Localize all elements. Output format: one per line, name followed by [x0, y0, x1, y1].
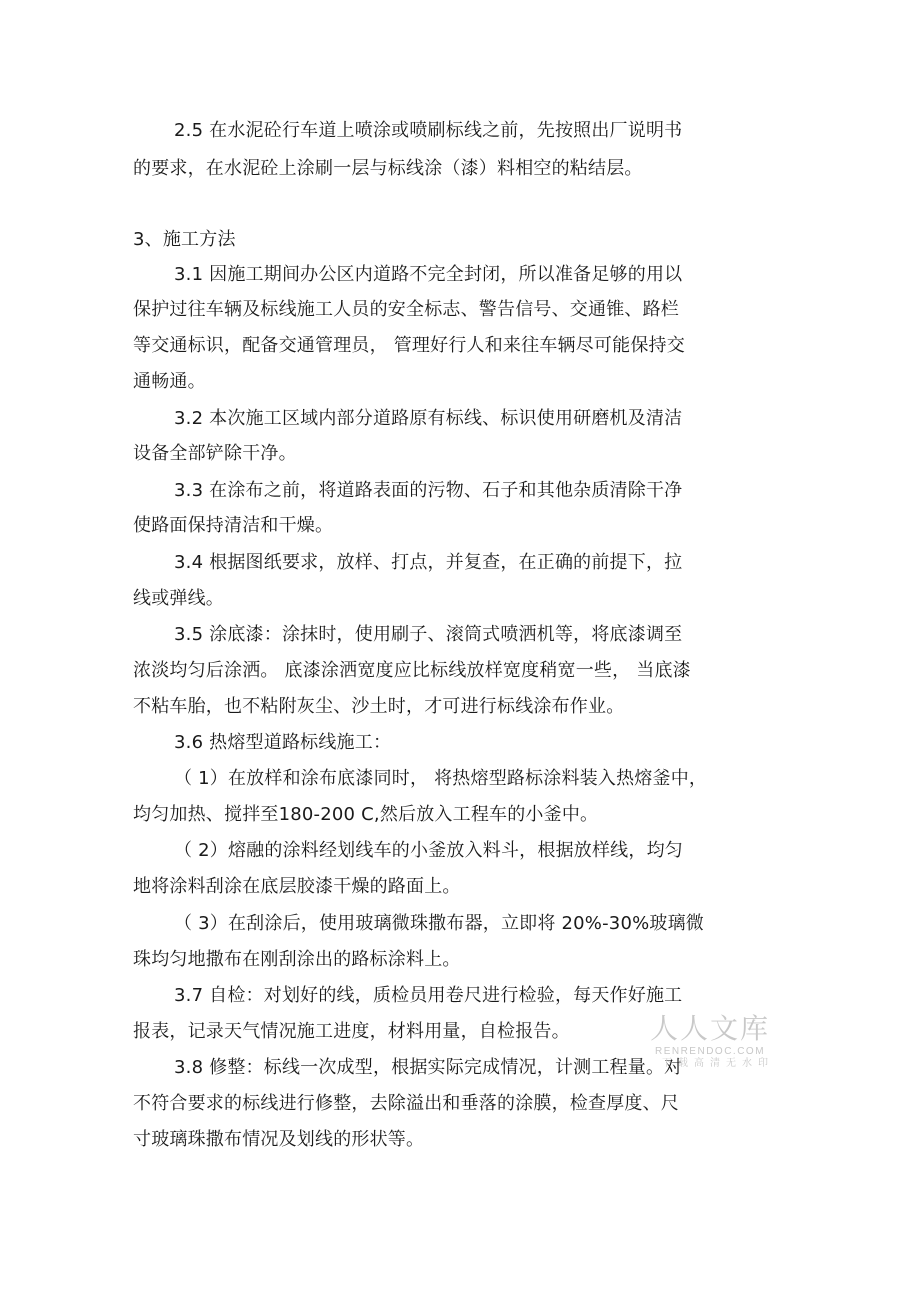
text-line: 3.2 本次施工区域内部分道路原有标线、标识使用研磨机及清洁 [174, 408, 683, 429]
text-line: 3.6 热熔型道路标线施工： [174, 732, 392, 753]
text-line: 3.7 自检：对划好的线，质检员用卷尺进行检验，每天作好施工 [174, 985, 683, 1006]
watermark-subtitle: 下载高清无水印 [662, 1058, 774, 1069]
text-line: 均匀加热、搅拌至180-200 C,然后放入工程车的小釜中。 [133, 804, 599, 825]
text-line: 3.5 涂底漆：涂抹时，使用刷子、滚筒式喷洒机等，将底漆调至 [174, 624, 683, 645]
text-line: 2.5 在水泥砼行车道上喷涂或喷刷标线之前，先按照出厂说明书 [174, 120, 683, 141]
text-line: 浓淡均匀后涂洒。 底漆涂洒宽度应比标线放样宽度稍宽一些， 当底漆 [133, 660, 691, 681]
text-line: 设备全部铲除干净。 [133, 443, 297, 464]
text-line: 等交通标识，配备交通管理员， 管理好行人和来往车辆尽可能保持交 [133, 335, 685, 356]
text-line: （ 2）熔融的涂料经划线车的小釜放入料斗，根据放样线，均匀 [174, 840, 683, 861]
text-line: 不符合要求的标线进行修整，去除溢出和垂落的涂膜，检查厚度、尺 [133, 1093, 679, 1114]
text-line: 使路面保持清洁和干燥。 [133, 515, 334, 536]
text-line: 3.1 因施工期间办公区内道路不完全封闭，所以准备足够的用以 [174, 264, 683, 285]
text-line: 线或弹线。 [133, 588, 224, 609]
text-line: 3.3 在涂布之前，将道路表面的污物、石子和其他杂质清除干净 [174, 480, 683, 501]
text-line: 不粘车胎，也不粘附灰尘、沙土时，才可进行标线涂布作业。 [133, 696, 625, 717]
text-line: 报表，记录天气情况施工进度，材料用量，自检报告。 [133, 1021, 570, 1042]
watermark-title: 人人文库 [649, 1012, 770, 1045]
section-heading: 3、施工方法 [133, 229, 236, 250]
text-line: （ 3）在刮涂后，使用玻璃微珠撒布器，立即将 20%-30%玻璃微 [174, 913, 705, 934]
text-line: 通畅通。 [133, 371, 206, 392]
watermark-url: RENRENDOC.COM [654, 1046, 766, 1057]
text-line: 保护过往车辆及标线施工人员的安全标志、警告信号、交通锥、路栏 [133, 299, 679, 320]
text-line: 3.4 根据图纸要求，放样、打点，并复查，在正确的前提下，拉 [174, 552, 683, 573]
text-line: （ 1）在放样和涂布底漆同时， 将热熔型路标涂料装入热熔釜中， [174, 768, 708, 789]
text-line: 珠均匀地撒布在刚刮涂出的路标涂料上。 [133, 949, 461, 970]
text-line: 地将涂料刮涂在底层胶漆干燥的路面上。 [133, 876, 461, 897]
text-line: 寸玻璃珠撒布情况及划线的形状等。 [133, 1129, 425, 1150]
text-line: 3.8 修整：标线一次成型，根据实际完成情况，计测工程量。对 [174, 1057, 683, 1078]
text-line: 的要求，在水泥砼上涂刷一层与标线涂（漆）料相空的粘结层。 [133, 158, 643, 179]
